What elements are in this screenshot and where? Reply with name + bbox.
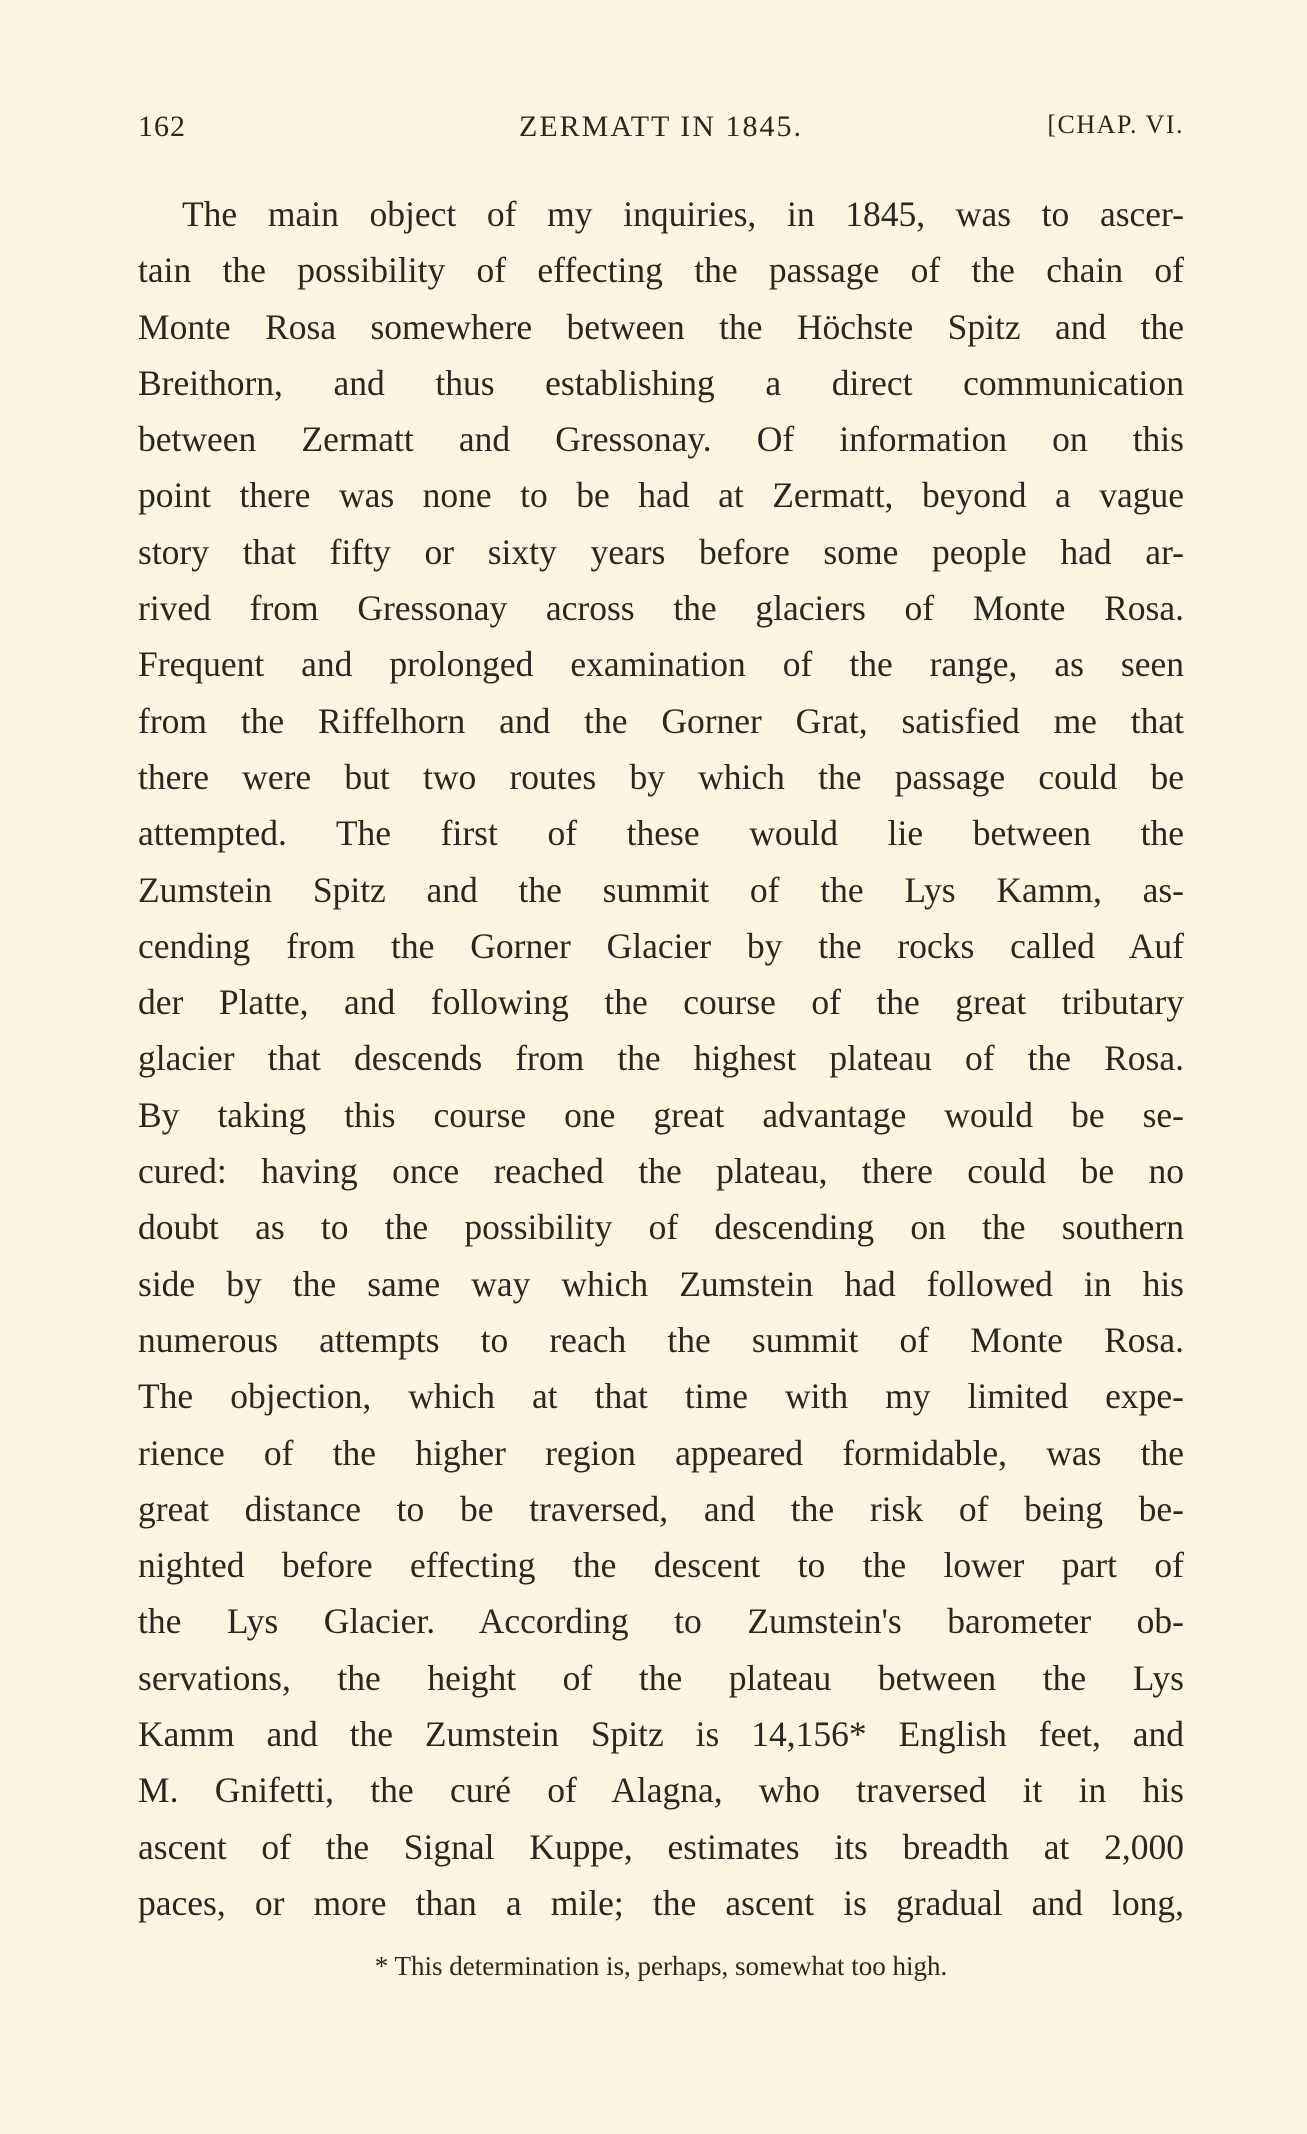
chapter-label: [CHAP. VI.: [1047, 110, 1184, 139]
running-title: ZERMATT IN 1845.: [519, 110, 803, 143]
text-line: from the Riffelhorn and the Gorner Grat, satisfied me that: [138, 700, 1184, 741]
text-line: side by the same way which Zumstein had followed in his: [138, 1263, 1184, 1304]
text-line: point there was none to be had at Zermatt, beyond a vague: [138, 475, 1184, 516]
text-line: rience of the higher region appeared formidable, was the: [138, 1432, 1184, 1473]
text-line: Monte Rosa somewhere between the Höchste Spitz and the: [138, 306, 1184, 347]
text-line: numerous attempts to reach the summit of Monte Rosa.: [138, 1319, 1184, 1360]
text-line: The main object of my inquiries, in 1845, was to ascer-: [182, 194, 1184, 234]
text-line: Zumstein Spitz and the summit of the Lys Kamm, as-: [138, 869, 1184, 910]
text-line: doubt as to the possibility of descending on the southern: [138, 1207, 1184, 1248]
text-line: The objection, which at that time with my limited expe-: [138, 1376, 1184, 1417]
text-line: M. Gnifetti, the curé of Alagna, who traversed it in his: [138, 1770, 1184, 1811]
text-line: rived from Gressonay across the glaciers of Monte Rosa.: [138, 588, 1184, 629]
text-line: ascent of the Signal Kuppe, estimates its breadth at 2,000: [138, 1826, 1184, 1867]
text-line: servations, the height of the plateau between the Lys: [138, 1657, 1184, 1698]
running-head: [138, 110, 1184, 154]
page-number: 162: [138, 110, 186, 143]
text-line: By taking this course one great advantage would be se-: [138, 1094, 1184, 1135]
text-line: story that fifty or sixty years before some people had ar-: [138, 531, 1184, 572]
text-line: cured: having once reached the plateau, there could be no: [138, 1151, 1184, 1192]
body-text: [138, 186, 1184, 1931]
text-line: attempted. The first of these would lie between the: [138, 813, 1184, 854]
text-line: great distance to be traversed, and the risk of being be-: [138, 1488, 1184, 1529]
text-line: paces, or more than a mile; the ascent is gradual and long,: [138, 1882, 1184, 1923]
text-line: Breithorn, and thus establishing a direct communication: [138, 362, 1184, 403]
footnote: * This determination is, perhaps, somewhat too high.: [374, 1951, 948, 1981]
text-line: between Zermatt and Gressonay. Of information on this: [138, 419, 1184, 460]
text-line: der Platte, and following the course of the great tributary: [138, 982, 1184, 1023]
text-line: nighted before effecting the descent to the lower part of: [138, 1545, 1184, 1586]
text-line: Frequent and prolonged examination of the range, as seen: [138, 644, 1184, 685]
text-line: Kamm and the Zumstein Spitz is 14,156* English feet, and: [138, 1714, 1184, 1755]
text-line: the Lys Glacier. According to Zumstein's barometer ob-: [138, 1601, 1184, 1642]
text-line: tain the possibility of effecting the passage of the chain of: [138, 250, 1184, 291]
text-line: glacier that descends from the highest plateau of the Rosa.: [138, 1038, 1184, 1079]
text-line: cending from the Gorner Glacier by the rocks called Auf: [138, 925, 1184, 966]
text-line: there were but two routes by which the passage could be: [138, 756, 1184, 797]
